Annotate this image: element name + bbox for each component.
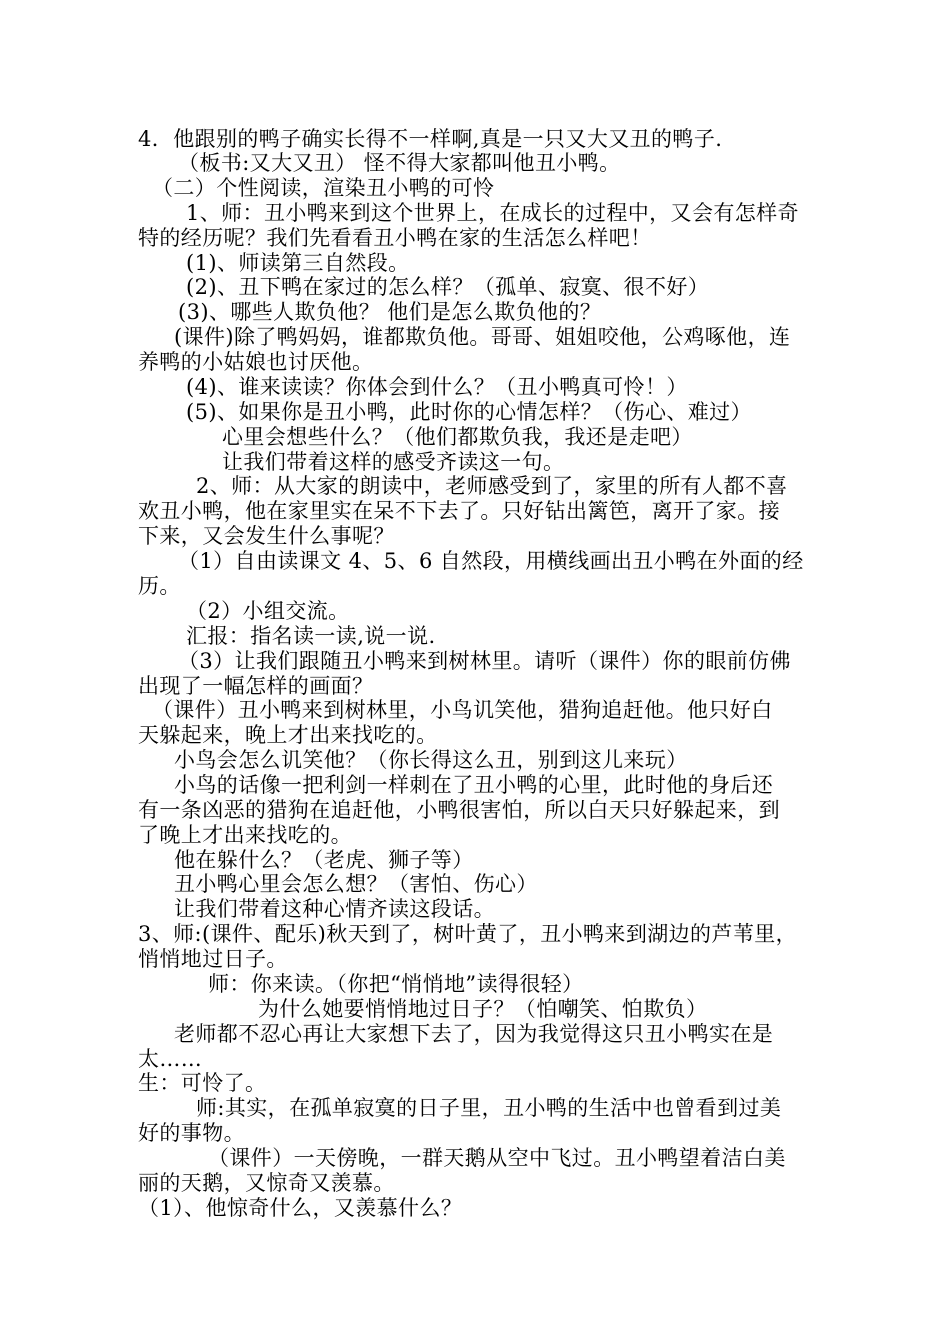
text-line: 师：你来读。（你把“悄悄地”读得很轻） — [208, 972, 584, 996]
text-line: 心里会想些什么？（他们都欺负我，我还是走吧） — [222, 425, 693, 449]
text-line: (2)、丑下鸭在家过的怎么样？（孤单、寂寞、很不好） — [186, 275, 710, 299]
text-line: 养鸭的小姑娘也讨厌他。 — [138, 350, 374, 374]
text-line: 他在躲什么？（老虎、狮子等） — [174, 848, 474, 872]
section-heading: （二）个性阅读，渲染丑小鸭的可怜 — [152, 176, 495, 200]
text-line: （2）小组交流。 — [186, 599, 350, 623]
text-line: （课件）一天傍晚，一群天鹅从空中飞过。丑小鸭望着洁白美 — [208, 1146, 786, 1170]
text-line: 出现了一幅怎样的画面？ — [138, 674, 374, 698]
text-line: 历。 — [138, 574, 181, 598]
text-line: 有一条凶恶的猎狗在追赶他，小鸭很害怕，所以白天只好躲起来，到 — [138, 798, 780, 822]
text-line: 3、师:(课件、配乐)秋天到了，树叶黄了，丑小鸭来到湖边的芦苇里， — [138, 922, 798, 946]
text-line: （课件）丑小鸭来到树林里，小鸟讥笑他，猎狗追赶他。他只好白 — [152, 698, 773, 722]
text-line: 让我们带着这种心情齐读这段话。 — [174, 897, 495, 921]
text-line: 为什么她要悄悄地过日子？（怕嘲笑、怕欺负） — [258, 997, 708, 1021]
text-line: 欢丑小鸭，他在家里实在呆不下去了。只好钻出篱笆，离开了家。接 — [138, 499, 780, 523]
text-line: 好的事物。 — [138, 1121, 245, 1145]
text-line: 让我们带着这样的感受齐读这一句。 — [222, 450, 565, 474]
text-line: 1、师：丑小鸭来到这个世界上，在成长的过程中，又会有怎样奇 — [186, 201, 799, 225]
text-line: 小鸟的话像一把利剑一样刺在了丑小鸭的心里，此时他的身后还 — [174, 773, 774, 797]
text-line: 老师都不忍心再让大家想下去了，因为我觉得这只丑小鸭实在是 — [174, 1022, 774, 1046]
text-line: 太…… — [138, 1047, 203, 1071]
text-line: 下来，又会发生什么事呢？ — [138, 524, 395, 548]
text-line: （1）、他惊奇什么，又羡慕什么？ — [138, 1196, 463, 1220]
text-line: (5)、如果你是丑小鸭，此时你的心情怎样？（伤心、难过） — [186, 400, 752, 424]
text-line: （3）让我们跟随丑小鸭来到树林里。请听（课件）你的眼前仿佛 — [178, 649, 791, 673]
text-line: 小鸟会怎么讥笑他？（你长得这么丑，别到这儿来玩） — [174, 748, 688, 772]
text-line: 悄悄地过日子。 — [138, 947, 288, 971]
text-line: 丑小鸭心里会怎么想？（害怕、伤心） — [174, 872, 538, 896]
text-line: 特的经历呢？我们先看看丑小鸭在家的生活怎么样吧！ — [138, 226, 652, 250]
text-line: (3)、哪些人欺负他？ 他们是怎么欺负他的？ — [178, 300, 602, 324]
text-line: 丽的天鹅，又惊奇又羡慕。 — [138, 1171, 395, 1195]
text-line: 4．他跟别的鸭子确实长得不一样啊,真是一只又大又丑的鸭子. — [138, 127, 723, 151]
text-line: 生：可怜了。 — [138, 1071, 267, 1095]
text-line: (4)、谁来读读？你体会到什么？（丑小鸭真可怜！） — [186, 375, 688, 399]
text-line: （1）自由读课文 4、5、6 自然段，用横线画出丑小鸭在外面的经 — [178, 549, 804, 573]
text-line: (1)、师读第三自然段。 — [186, 251, 410, 275]
text-line: （板书:又大又丑） 怪不得大家都叫他丑小鸭。 — [178, 151, 621, 175]
text-line: 2、师：从大家的朗读中，老师感受到了，家里的所有人都不喜 — [196, 474, 788, 498]
text-line: 汇报：指名读一读,说一说. — [186, 624, 436, 648]
text-line: 天躲起来，晚上才出来找吃的。 — [138, 723, 438, 747]
text-line: (课件)除了鸭妈妈，谁都欺负他。哥哥、姐姐咬他，公鸡啄他，连 — [174, 325, 791, 349]
text-line: 了晚上才出来找吃的。 — [138, 823, 352, 847]
text-line: 师:其实，在孤单寂寞的日子里，丑小鸭的生活中也曾看到过美 — [196, 1096, 782, 1120]
